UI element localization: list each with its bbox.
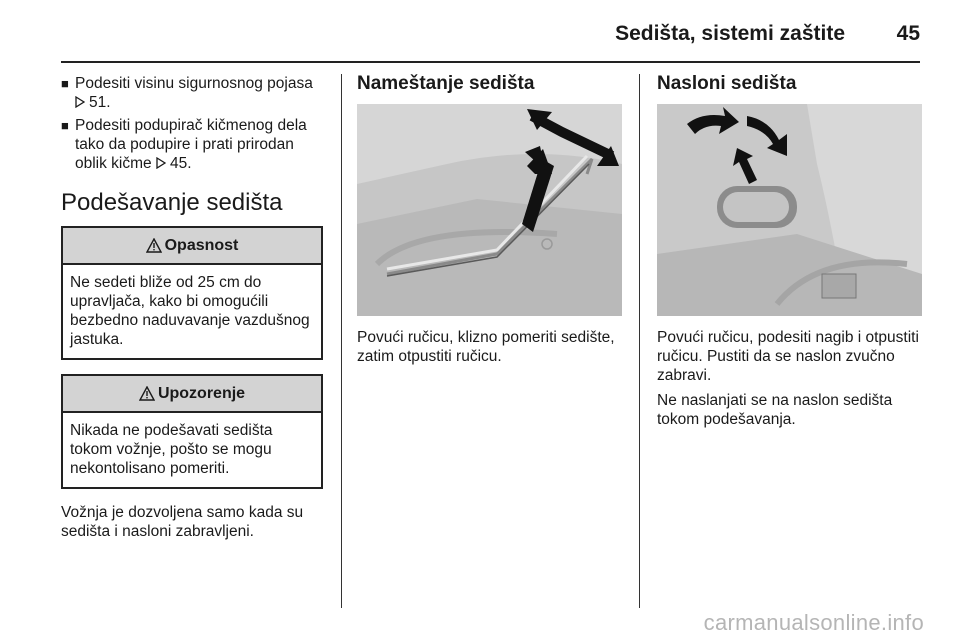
danger-box xyxy=(61,226,323,360)
seatback-recline-illustration xyxy=(657,104,922,316)
paragraph-1: Povući ručicu, podesiti nagib i otpustiti ručicu. Pustiti da se naslon zvučno zabravi. xyxy=(657,329,919,384)
danger-header xyxy=(63,228,321,265)
warning-text: Nikada ne podešavati sedišta tokom vožnje, pošto se mogu nekontolisano pomeriti. xyxy=(70,422,273,477)
section-title: Podešavanje sedišta xyxy=(61,189,283,216)
list-item-text: Podesiti podupirač kičmenog dela tako da podupire i prati prirodan oblik kičme xyxy=(75,117,307,172)
page-reference[interactable]: 51. xyxy=(89,94,111,111)
warning-header xyxy=(63,376,321,413)
bullet-square-icon: ■ xyxy=(61,118,69,133)
chapter-title: Sedišta, sistemi zaštite xyxy=(615,22,845,45)
list-item-text: Podesiti visinu sigurnosnog pojasa xyxy=(75,75,313,92)
column-left xyxy=(61,74,326,547)
page-reference-icon xyxy=(75,96,85,108)
column-divider-1 xyxy=(341,74,342,608)
warning-box xyxy=(61,374,323,489)
header-rule xyxy=(61,61,920,63)
list-item xyxy=(61,116,326,173)
page-number: 45 xyxy=(896,22,920,45)
page-reference-icon xyxy=(156,157,166,169)
subsection-title: Nasloni sedišta xyxy=(657,73,797,94)
paragraph-2: Ne naslanjati se na naslon sedišta tokom podešavanja. xyxy=(657,392,893,428)
column-middle xyxy=(357,74,625,372)
subsection-title: Nameštanje sedišta xyxy=(357,73,535,94)
list-item xyxy=(61,74,326,112)
page-reference[interactable]: 45. xyxy=(169,155,192,172)
column-divider-2 xyxy=(639,74,640,608)
warning-triangle-icon xyxy=(146,238,162,253)
seat-slide-illustration xyxy=(357,104,622,316)
page-header xyxy=(0,0,960,62)
warning-title: Upozorenje xyxy=(157,385,246,402)
watermark: carmanualsonline.info xyxy=(703,610,924,635)
figure-caption: Povući ručicu, klizno pomeriti sedište, zatim otpustiti ručicu. xyxy=(357,329,615,365)
closing-paragraph: Vožnja je dozvoljena samo kada su sedišta i nasloni zabravljeni. xyxy=(61,504,304,540)
bullet-square-icon: ■ xyxy=(61,76,69,91)
column-right xyxy=(657,74,922,435)
warning-triangle-icon xyxy=(139,386,155,401)
danger-title: Opasnost xyxy=(164,237,239,254)
danger-text: Ne sedeti bliže od 25 cm do upravljača, kako bi omogućili bezbedno naduvavanje vazdušnog jastuka. xyxy=(70,274,310,348)
